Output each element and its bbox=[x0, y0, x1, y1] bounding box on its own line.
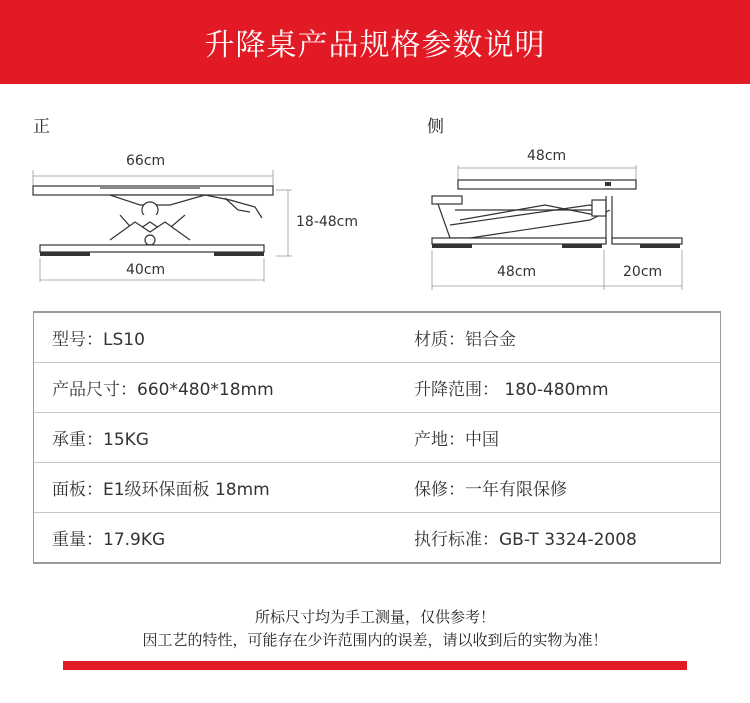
front-view-label: 正 bbox=[33, 117, 50, 137]
side-base-depth: 48cm bbox=[497, 264, 537, 280]
spec-standard: 执行标准：GB-T 3324-2008 bbox=[395, 513, 721, 564]
spec-material: 材质：铝合金 bbox=[395, 312, 721, 363]
spec-panel: 面板：E1级环保面板 18mm bbox=[33, 463, 395, 513]
front-base-width: 40cm bbox=[126, 262, 166, 278]
spec-load: 承重：15KG bbox=[33, 413, 395, 463]
spec-table bbox=[33, 311, 721, 564]
side-top-depth: 48cm bbox=[527, 148, 567, 164]
table-row bbox=[33, 463, 721, 513]
spec-size: 产品尺寸：660*480*18mm bbox=[33, 363, 395, 413]
table-row bbox=[33, 413, 721, 463]
side-extension: 20cm bbox=[623, 264, 663, 280]
spec-lift-range: 升降范围： 180-480mm bbox=[395, 363, 721, 413]
note-line-1: 所标尺寸均为手工测量，仅供参考！ bbox=[254, 608, 495, 626]
table-row bbox=[33, 363, 721, 413]
spec-origin: 产地：中国 bbox=[395, 413, 721, 463]
spec-warranty: 保修：一年有限保修 bbox=[395, 463, 721, 513]
page-title: 升降桌产品规格参数说明 bbox=[204, 28, 546, 63]
side-view-label: 侧 bbox=[427, 117, 444, 137]
table-row bbox=[33, 513, 721, 564]
spec-weight: 重量：17.9KG bbox=[33, 513, 395, 564]
spec-model: 型号：LS10 bbox=[33, 312, 395, 363]
front-top-width: 66cm bbox=[126, 153, 166, 169]
footer-bar bbox=[63, 661, 687, 670]
table-row bbox=[33, 312, 721, 363]
note-line-2: 因工艺的特性，可能存在少许范围内的误差，请以收到后的实物为准！ bbox=[142, 631, 608, 649]
front-height-range: 18-48cm bbox=[296, 214, 359, 230]
